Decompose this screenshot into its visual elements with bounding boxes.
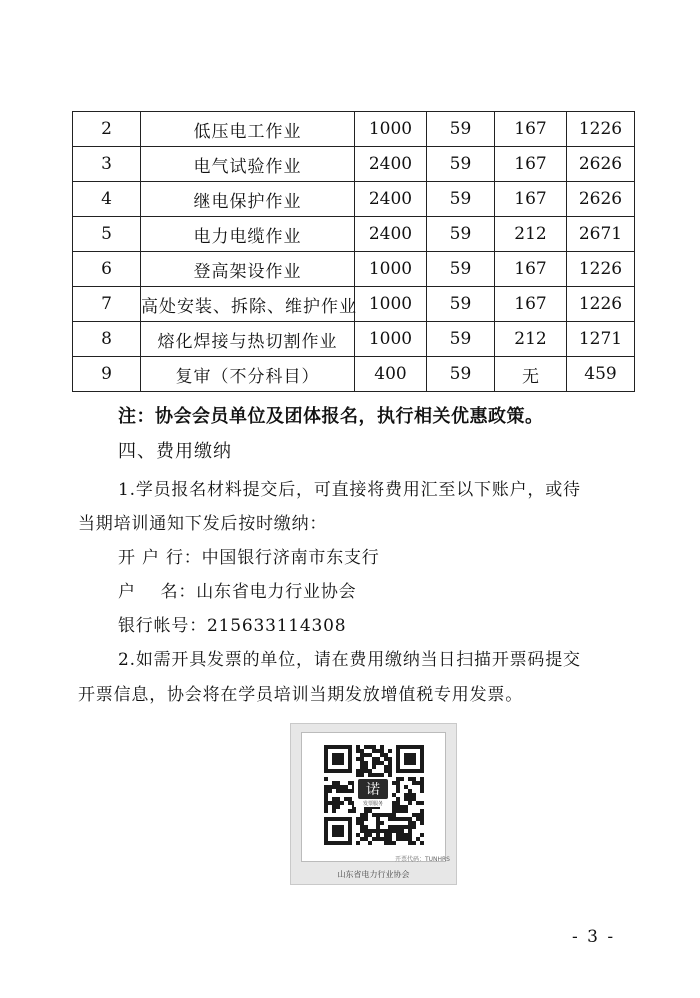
paragraph2-line2: 开票信息，协会将在学员培训当期发放增值税专用发票。 bbox=[78, 685, 523, 705]
row-number-cell: 2 bbox=[73, 112, 141, 147]
row-number-cell: 7 bbox=[73, 287, 141, 322]
item-name-cell: 登高架设作业 bbox=[141, 252, 355, 287]
row-number-cell: 6 bbox=[73, 252, 141, 287]
fee-cell: 无 bbox=[495, 357, 567, 392]
total-cell: 1226 bbox=[567, 112, 635, 147]
table-row bbox=[73, 147, 635, 182]
total-cell: 459 bbox=[567, 357, 635, 392]
fee-cell: 1000 bbox=[355, 322, 427, 357]
account-name-line: 户 名：山东省电力行业协会 bbox=[118, 582, 357, 602]
fee-table-body bbox=[73, 112, 635, 392]
row-number-cell: 3 bbox=[73, 147, 141, 182]
fee-cell: 59 bbox=[427, 252, 495, 287]
item-name-cell: 高处安装、拆除、维护作业 bbox=[141, 287, 355, 322]
item-name-cell: 电气试验作业 bbox=[141, 147, 355, 182]
fee-cell: 167 bbox=[495, 252, 567, 287]
table-row bbox=[73, 252, 635, 287]
qr-sub-label: 发票服务 bbox=[362, 801, 384, 807]
paragraph1-line1: 1.学员报名材料提交后，可直接将费用汇至以下账户，或待 bbox=[118, 480, 581, 500]
fee-cell: 1000 bbox=[355, 287, 427, 322]
fee-cell: 59 bbox=[427, 182, 495, 217]
fee-cell: 59 bbox=[427, 357, 495, 392]
fee-cell: 2400 bbox=[355, 147, 427, 182]
fee-cell: 1000 bbox=[355, 252, 427, 287]
qr-code-label: 开票代码：TUNHRS bbox=[394, 856, 450, 863]
account-number-line: 银行帐号：215633114308 bbox=[118, 616, 347, 636]
row-number-cell: 5 bbox=[73, 217, 141, 252]
fee-cell: 167 bbox=[495, 182, 567, 217]
fee-cell: 212 bbox=[495, 322, 567, 357]
bank-line: 开 户 行：中国银行济南市东支行 bbox=[118, 548, 380, 568]
fee-cell: 167 bbox=[495, 112, 567, 147]
total-cell: 1271 bbox=[567, 322, 635, 357]
qr-code-icon[interactable] bbox=[302, 733, 445, 861]
page-number: - 3 - bbox=[572, 927, 616, 947]
table-row bbox=[73, 112, 635, 147]
table-row bbox=[73, 182, 635, 217]
row-number-cell: 4 bbox=[73, 182, 141, 217]
paragraph1-line2: 当期培训通知下发后按时缴纳： bbox=[78, 514, 328, 534]
total-cell: 2671 bbox=[567, 217, 635, 252]
item-name-cell: 熔化焊接与热切割作业 bbox=[141, 322, 355, 357]
total-cell: 2626 bbox=[567, 147, 635, 182]
table-row bbox=[73, 287, 635, 322]
discount-note: 注：协会会员单位及团体报名，执行相关优惠政策。 bbox=[118, 406, 544, 427]
item-name-cell: 复审（不分科目） bbox=[141, 357, 355, 392]
fee-cell: 400 bbox=[355, 357, 427, 392]
qr-frame bbox=[301, 732, 446, 862]
fee-cell: 59 bbox=[427, 322, 495, 357]
section-heading: 四、费用缴纳 bbox=[118, 441, 232, 462]
paragraph2-line1: 2.如需开具发票的单位，请在费用缴纳当日扫描开票码提交 bbox=[118, 650, 581, 670]
total-cell: 1226 bbox=[567, 252, 635, 287]
fee-cell: 2400 bbox=[355, 182, 427, 217]
item-name-cell: 继电保护作业 bbox=[141, 182, 355, 217]
table-row bbox=[73, 217, 635, 252]
fee-cell: 59 bbox=[427, 112, 495, 147]
item-name-cell: 低压电工作业 bbox=[141, 112, 355, 147]
fee-cell: 59 bbox=[427, 287, 495, 322]
fee-cell: 212 bbox=[495, 217, 567, 252]
fee-table bbox=[72, 111, 635, 392]
fee-cell: 1000 bbox=[355, 112, 427, 147]
table-row bbox=[73, 322, 635, 357]
total-cell: 2626 bbox=[567, 182, 635, 217]
total-cell: 1226 bbox=[567, 287, 635, 322]
qr-center-label: 诺 bbox=[366, 782, 380, 798]
fee-cell: 167 bbox=[495, 147, 567, 182]
fee-cell: 59 bbox=[427, 147, 495, 182]
invoice-qr-card bbox=[290, 723, 457, 885]
row-number-cell: 9 bbox=[73, 357, 141, 392]
fee-cell: 2400 bbox=[355, 217, 427, 252]
fee-cell: 59 bbox=[427, 217, 495, 252]
table-row bbox=[73, 357, 635, 392]
fee-cell: 167 bbox=[495, 287, 567, 322]
row-number-cell: 8 bbox=[73, 322, 141, 357]
qr-caption: 山东省电力行业协会 bbox=[337, 870, 410, 879]
item-name-cell: 电力电缆作业 bbox=[141, 217, 355, 252]
